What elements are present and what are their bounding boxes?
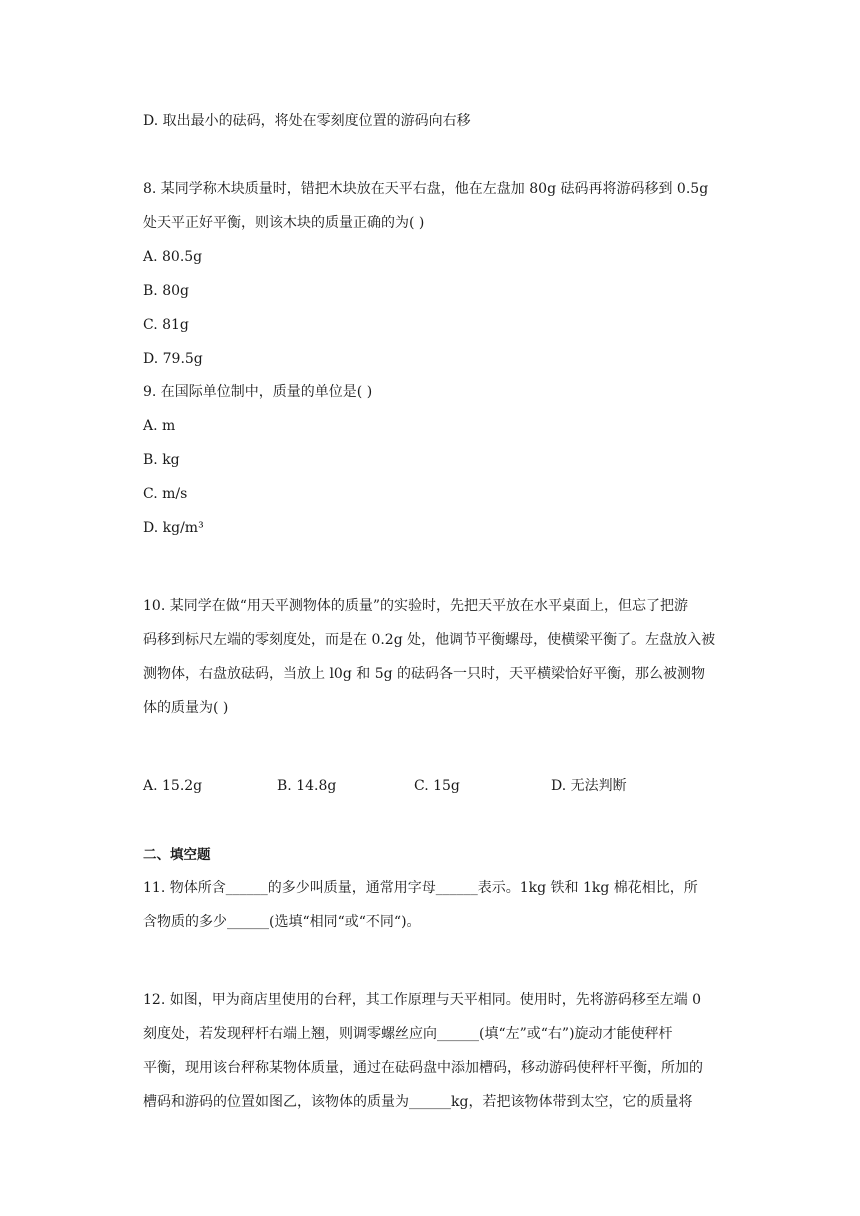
q9-option-a: A. m <box>143 418 176 434</box>
q10-option-d: D. 无法判断 <box>551 778 627 794</box>
q12-stem-line1: 12. 如图，甲为商店里使用的台秤，其工作原理与天平相同。使用时，先将游码移至左端 0 <box>143 992 702 1008</box>
q8-option-b: B. 80g <box>143 283 189 299</box>
q12-stem-line4: 槽码和游码的位置如图乙，该物体的质量为______kg，若把该物体带到太空，它的质量将 <box>143 1094 693 1110</box>
q11-stem-line2: 含物质的多少______(选填“相同“或“不同“)。 <box>143 914 421 930</box>
q10-option-a: A. 15.2g <box>143 778 203 794</box>
q8-stem-line2: 处天平正好平衡，则该木块的质量正确的为( ) <box>143 215 425 231</box>
q8-option-d: D. 79.5g <box>143 351 203 367</box>
q10-stem-line2: 码移到标尺左端的零刻度处，而是在 0.2g 处，他调节平衡螺母，使横梁平衡了。左盘放入被 <box>143 632 716 648</box>
q10-stem-line1: 10. 某同学在做“用天平测物体的质量”的实验时，先把天平放在水平桌面上，但忘了把游 <box>143 598 689 614</box>
q12-stem-line3: 平衡，现用该台秤称某物体质量，通过在砝码盘中添加槽码，移动游码使秤杆平衡，所加的 <box>143 1060 703 1076</box>
q9-option-b: B. kg <box>143 452 180 468</box>
section-title: 二、填空题 <box>143 847 211 863</box>
q9-option-d: D. kg/m³ <box>143 520 204 536</box>
q10-option-b: B. 14.8g <box>277 778 337 794</box>
q12-stem-line2: 刻度处，若发现秤杆右端上翘，则调零螺丝应向______(填“左”或“右”)旋动才能使秤杆 <box>143 1026 673 1042</box>
q8-option-a: A. 80.5g <box>143 249 203 265</box>
q8-stem-line1: 8. 某同学称木块质量时，错把木块放在天平右盘，他在左盘加 80g 砝码再将游码移到 0.5g <box>143 181 709 197</box>
q9-option-c: C. m/s <box>143 486 188 502</box>
q11-stem-line1: 11. 物体所含______的多少叫质量，通常用字母______表示。1kg 铁和 1kg 棉花相比，所 <box>143 880 698 896</box>
q8-option-c: C. 81g <box>143 317 189 333</box>
q10-stem-line3: 测物体，右盘放砝码，当放上 l0g 和 5g 的砝码各一只时，天平横梁恰好平衡，那么被测物 <box>143 666 706 682</box>
q10-option-c: C. 15g <box>414 778 460 794</box>
q9-stem: 9. 在国际单位制中，质量的单位是( ) <box>143 384 373 400</box>
q7-option-d: D. 取出最小的砝码，将处在零刻度位置的游码向右移 <box>143 113 471 129</box>
q10-stem-line4: 体的质量为( ) <box>143 700 229 716</box>
